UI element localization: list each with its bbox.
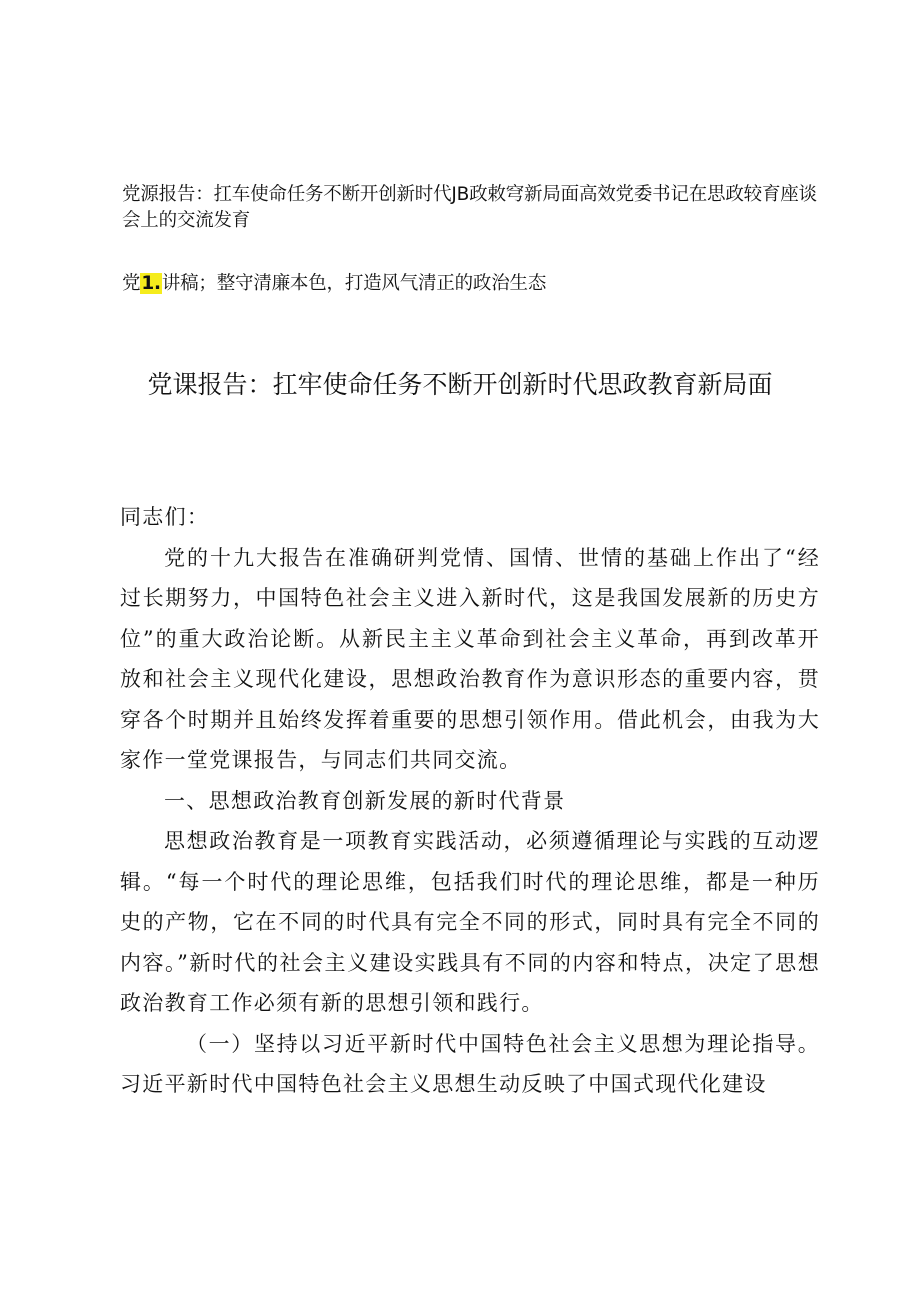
header-line-1: 党源报告：扛车使命任务不断开创新时代JB政敕穹新局面高效党委书记在思政较育座谈会上的交流发育 <box>122 184 817 231</box>
paragraph-1: 党的十九大报告在准确研判党情、国情、世情的基础上作出了“经过长期努力，中国特色社会主义进入新时代，这是我国发展新的历史方位”的重大政治论断。从新民主主义革命到社会主义革命，再到改革开放和社会主义现代化建设，思想政治教育作为意识形态的重要内容，贯穿各个时期并且始终发挥着重要的思想引领作用。借此机会，由我为大家作一堂党课报告，与同志们共同交流。 <box>120 545 820 772</box>
header-line-2-prefix: 党 <box>122 273 141 294</box>
header-line-2-rest: 讲稿；整守清廉本色，打造风气清正的政治生态 <box>161 273 547 294</box>
subsection-1: （一）坚持以习近平新时代中国特色社会主义思想为理论指导。习近平新时代中国特色社会主义思想生动反映了中国式现代化建设 <box>120 1031 820 1096</box>
header-line-2 <box>122 271 822 297</box>
paragraph-2: 思想政治教育是一项教育实践活动，必须遵循理论与实践的互动逻辑。“每一个时代的理论思维，包括我们时代的理论思维，都是一种历史的产物，它在不同的时代具有完全不同的形式，同时具有完全不同的内容。”新时代的社会主义建设实践具有不同的内容和特点，决定了思想政治教育工作必须有新的思想引领和践行。 <box>120 829 820 1015</box>
highlighted-text: 1. <box>141 273 161 294</box>
document-title: 党课报告：扛牢使命任务不断开创新时代思政教育新局面 <box>147 370 773 399</box>
document-body <box>120 497 820 1105</box>
salutation: 同志们： <box>120 505 210 529</box>
section-heading-1: 一、思想政治教育创新发展的新时代背景 <box>164 788 566 813</box>
